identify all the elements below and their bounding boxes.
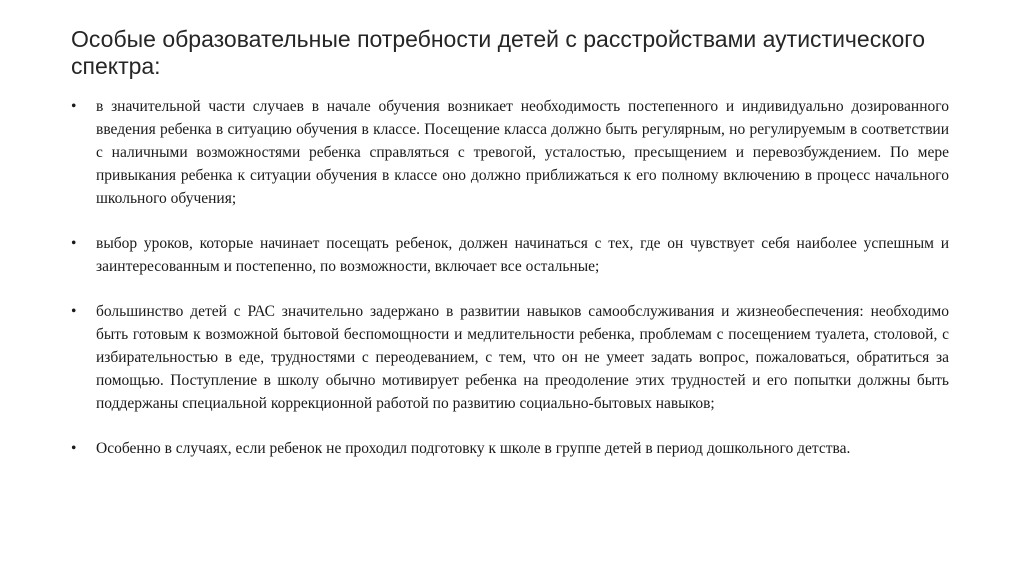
bullet-marker: • [71, 303, 77, 320]
list-item [71, 300, 949, 415]
bullet-text: в значительной части случаев в начале обучения возникает необходимость постепенного и индивидуально дозированного введения ребенка в ситуацию обучения в классе. Посещение класса должно быть регулярным, но регулируемым в соответствии с наличными возможностями ребенка справляться с тревогой, усталостью, пресыщением и перевозбуждением. По мере привыкания ребенка к ситуации обучения в классе оно должно приближаться к его полному включению в процесс начального школьного обучения; [96, 98, 949, 207]
bullet-list [71, 95, 949, 482]
bullet-marker: • [71, 235, 77, 252]
list-item [71, 437, 949, 460]
bullet-text: большинство детей с РАС значительно задержано в развитии навыков самообслуживания и жизнеобеспечения: необходимо быть готовым к возможной бытовой беспомощности и медлительности ребенка, проблемам с посещением туалета, столовой, с избирательностью в еде, трудностями с переодеванием, с тем, что он не умеет задать вопрос, пожаловаться, обратиться за помощью. Поступление в школу обычно мотивирует ребенка на преодоление этих трудностей и его попытки должны быть поддержаны специальной коррекционной работой по развитию социально-бытовых навыков; [96, 303, 949, 412]
slide-title: Особые образовательные потребности детей с расстройствами аутистического спектра: [71, 26, 925, 79]
bullet-marker: • [71, 440, 77, 457]
bullet-text: выбор уроков, которые начинает посещать ребенок, должен начинаться с тех, где он чувствует себя наиболее успешным и заинтересованным и постепенно, по возможности, включает все остальные; [96, 235, 949, 275]
bullet-marker: • [71, 98, 77, 115]
list-item [71, 232, 949, 278]
list-item [71, 95, 949, 210]
bullet-text: Особенно в случаях, если ребенок не проходил подготовку к школе в группе детей в период дошкольного детства. [96, 440, 851, 457]
